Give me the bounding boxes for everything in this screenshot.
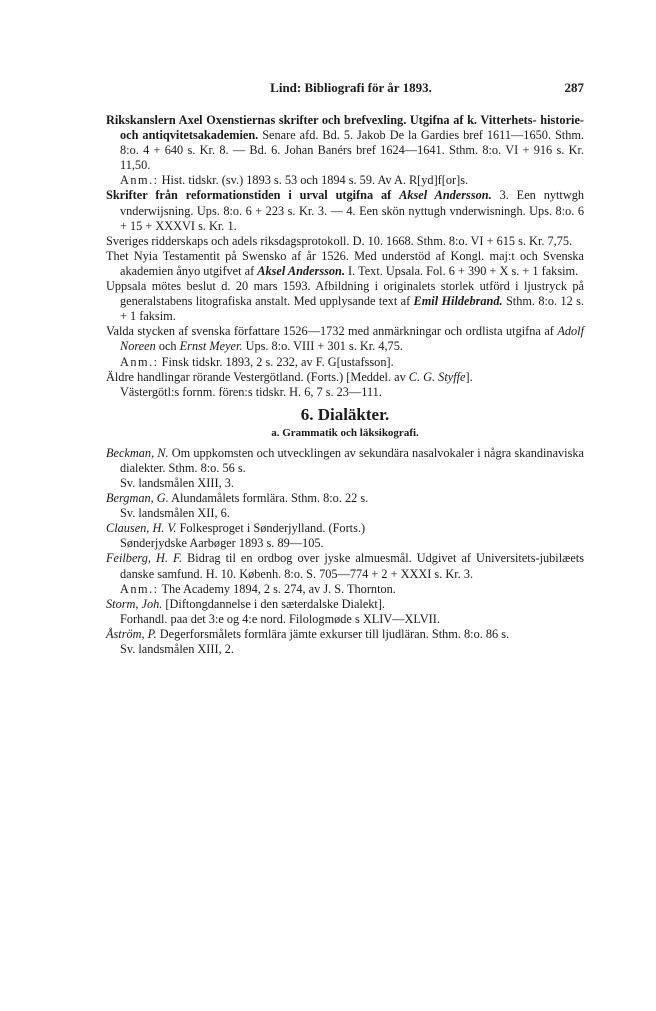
bibliography-entry bbox=[106, 370, 584, 385]
bibliography-entry bbox=[106, 446, 584, 476]
entry-title: från reformationstiden i urval utgifna af bbox=[147, 188, 400, 203]
entry-text: Sveriges ridderskaps och adels riksdagsprotokoll. D. 10. 1668. Sthm. 8:o. VI + 615 s. Kr. 7,75. bbox=[106, 233, 573, 248]
section-heading: 6. Dialäkter. bbox=[300, 404, 390, 424]
entry-note bbox=[106, 385, 584, 400]
entry-editor: C. G. Styffe bbox=[408, 369, 466, 384]
note-text: Forhandl. paa det 3:e og 4:e nord. Filologmøde s XLIV—XLVII. bbox=[120, 611, 440, 626]
entry-editor: Adolf Noreen bbox=[120, 324, 584, 354]
note-text: Finsk tidskr. 1893, 2 s. 232, av F. G[ustafsson]. bbox=[158, 354, 394, 369]
entry-title: Axel Oxenstiernas skrifter och brefvexling. Utgifna af k. Vitterhets- historie- och antiqvitetsakademien. bbox=[120, 113, 584, 143]
page-body bbox=[106, 113, 584, 657]
bibliography-entry bbox=[106, 491, 584, 506]
bibliography-entry bbox=[106, 188, 584, 233]
entry-text: [Diftongdannelse i den sæterdalske Dialekt]. bbox=[162, 596, 386, 611]
entry-text-mid: och bbox=[155, 339, 180, 354]
bibliography-entry bbox=[106, 279, 584, 324]
note-label: Anm.: bbox=[120, 354, 159, 369]
entry-note bbox=[106, 612, 584, 627]
note-text: Sv. landsmålen XIII, 3. bbox=[120, 475, 234, 490]
note-text: Sønderjydske Aarbøger 1893 s. 89—105. bbox=[120, 536, 324, 551]
running-header bbox=[118, 80, 584, 98]
bibliography-entry bbox=[106, 113, 584, 173]
entry-note bbox=[106, 476, 584, 491]
bibliography-entry bbox=[106, 627, 584, 642]
running-title: Lind: Bibliografi för år 1893. bbox=[270, 80, 432, 95]
entry-details: I. Text. Upsala. Fol. 6 + 390 + X s. + 1 faksim. bbox=[344, 263, 579, 278]
entry-text: Bidrag til en ordbog over jyske almuesmål. Udgivet af Universitets-jubilæets danske samfund. H. 10. Københ. 8:o. S. 705—774 + 2 + XXXI s. Kr. 3. bbox=[120, 551, 584, 581]
note-text: Sv. landsmålen XII, 6. bbox=[120, 506, 230, 521]
note-label: Anm.: bbox=[120, 581, 159, 596]
entry-text: Folkesproget i Sønderjylland. (Forts.) bbox=[176, 521, 366, 536]
entry-details: 3. Een nyttwgh vnderwijsning. Ups. 8:o. 6 + 223 s. Kr. 3. — 4. Een skön nyttugh vnderwisningh. Ups. 8:o. 6 + 15 + XXXVI s. Kr. 1. bbox=[120, 188, 584, 233]
entry-author: Clausen, H. V. bbox=[106, 521, 177, 536]
bibliography-entry bbox=[106, 521, 584, 536]
entry-text: Valda stycken af svenska författare 1526—1732 med anmärkningar och ordlista utgifna af bbox=[106, 324, 558, 339]
page-number: 287 bbox=[564, 80, 584, 95]
entry-author: Rikskanslern bbox=[106, 113, 176, 127]
entry-note bbox=[106, 582, 584, 597]
entry-author: Storm, Joh. bbox=[106, 596, 163, 611]
entry-details: Senare afd. Bd. 5. Jakob De la Gardies bref 1611—1650. Sthm. 8:o. 4 + 640 s. Kr. 8. — Bd. 6. Johan Banérs bref 1624—1641. Sthm. 8:o. VI + 916 s. Kr. 11,50. bbox=[120, 128, 584, 173]
entry-editor: Ernst Meyer. bbox=[179, 339, 243, 354]
entry-note bbox=[106, 355, 584, 370]
entry-text: Om uppkomsten och utvecklingen av sekundära nasalvokaler i några skandinaviska dialekter. Sthm. 8:o. 56 s. bbox=[120, 445, 584, 475]
entry-author: Skrifter bbox=[106, 188, 148, 203]
entry-note bbox=[106, 642, 584, 657]
entry-editor: Emil Hildebrand. bbox=[413, 294, 503, 309]
entry-author: Åström, P. bbox=[106, 626, 157, 641]
entry-author: Bergman, G. bbox=[106, 491, 169, 506]
entry-details: Sthm. 8:o. 12 s. + 1 faksim. bbox=[120, 294, 584, 324]
entry-text: Uppsala mötes beslut d. 20 mars 1593. Afbildning i originalets storlek utförd i ljustryck på generalstabens litografiska anstalt. Med upplysande text af bbox=[106, 279, 584, 309]
entry-text: Alundamålets formlära. Sthm. 8:o. 22 s. bbox=[168, 491, 369, 506]
bibliography-entry bbox=[106, 597, 584, 612]
entry-note bbox=[106, 173, 584, 188]
bibliography-entry bbox=[106, 249, 584, 279]
note-text: Sv. landsmålen XIII, 2. bbox=[120, 642, 234, 656]
note-text: Hist. tidskr. (sv.) 1893 s. 53 och 1894 s. 59. Av A. R[yd]f[or]s. bbox=[158, 173, 469, 188]
entry-note bbox=[106, 506, 584, 521]
bibliography-entry bbox=[106, 234, 584, 249]
bibliography-entry bbox=[106, 324, 584, 354]
entry-editor: Aksel Andersson. bbox=[399, 188, 492, 203]
entry-details: Ups. 8:o. VIII + 301 s. Kr. 4,75. bbox=[242, 339, 403, 354]
entry-note bbox=[106, 536, 584, 551]
entry-text: Thet Nyia Testamentit på Swensko af år 1526. Med understöd af Kongl. maj:t och Svenska akademien ånyo utgifvet af bbox=[106, 248, 584, 278]
entry-editor: Aksel Andersson. bbox=[257, 263, 345, 278]
note-text: Västergötl:s fornm. fören:s tidskr. H. 6, 7 s. 23—111. bbox=[120, 384, 382, 399]
subsection-heading: a. Grammatik och läksikografi. bbox=[271, 426, 419, 439]
entry-details: ]. bbox=[465, 369, 473, 384]
entry-author: Beckman, N. bbox=[106, 445, 169, 460]
note-label: Anm.: bbox=[120, 173, 159, 188]
entry-author: Feilberg, H. F. bbox=[106, 551, 183, 566]
bibliography-entry bbox=[106, 551, 584, 581]
note-text: The Academy 1894, 2 s. 274, av J. S. Thornton. bbox=[158, 581, 396, 596]
entry-text: Äldre handlingar rörande Vestergötland. (Forts.) [Meddel. av bbox=[106, 369, 409, 384]
entry-text: Degerforsmålets formlära jämte exkurser till ljudläran. Sthm. 8:o. 86 s. bbox=[156, 626, 510, 641]
